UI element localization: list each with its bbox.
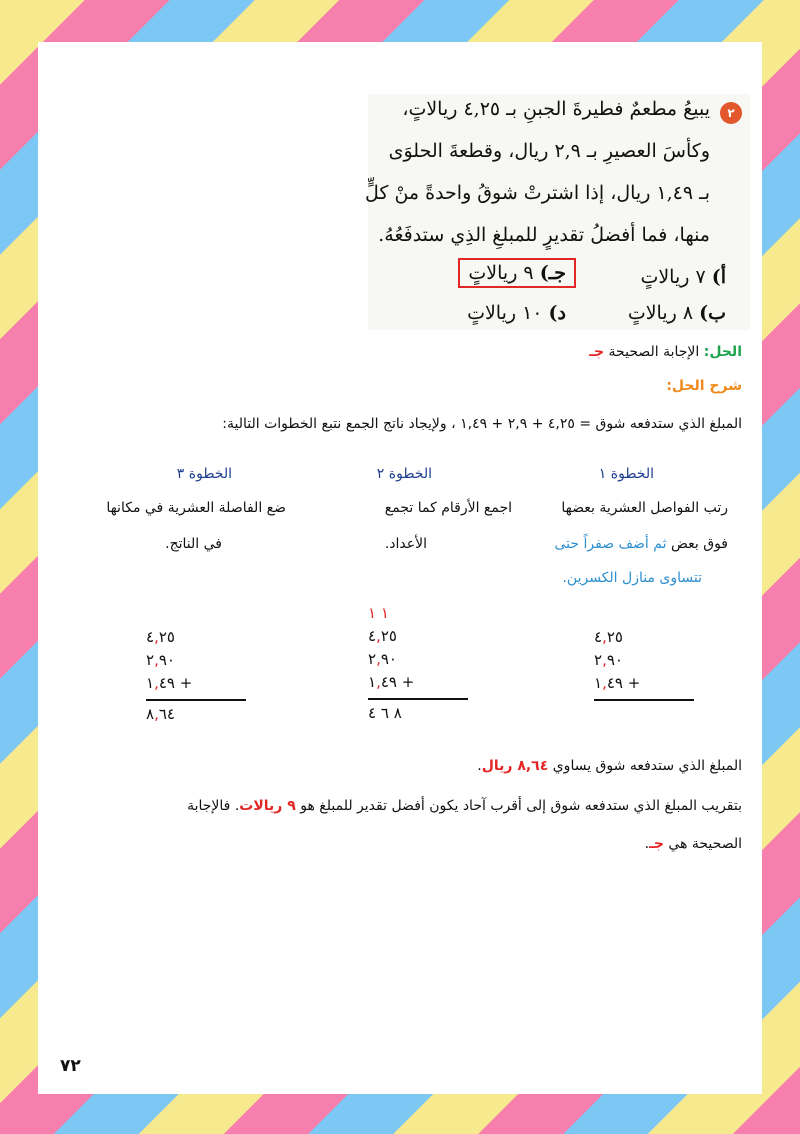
calc-2-rule xyxy=(368,698,468,700)
calc-2-row-2: ٢,٩٠ xyxy=(368,650,397,668)
step-2-line-2: الأعداد. xyxy=(384,536,427,552)
step-1-line-2 xyxy=(555,536,728,552)
calc-1-row-1: ٤,٢٥ xyxy=(594,628,623,646)
question-line-3: بـ ١,٤٩ ريال، إذا اشترتْ شوقُ واحدةً منْ كلٍّ xyxy=(364,182,710,204)
step-1-title: الخطوة ١ xyxy=(598,466,654,482)
step-1-line-2-start: فوق بعض xyxy=(670,536,728,552)
calc-3-row-3: ١,٤٩ + xyxy=(146,674,193,692)
option-b-letter: ب) xyxy=(699,302,726,324)
conclusion-3-text: الصحيحة هي xyxy=(668,836,742,852)
step-1-add-zero: أضف صفراً حتى xyxy=(554,536,649,552)
page-number: ٧٢ xyxy=(60,1056,81,1076)
option-c[interactable] xyxy=(458,262,576,284)
question-line-4: منها، فما أفضلُ تقديرٍ للمبلغِ الذِي ستدفَعُهُ. xyxy=(378,224,710,246)
question-line-2: وكأسَ العصيرِ بـ ٢,٩ ريال، وقطعةَ الحلوَى xyxy=(388,140,710,162)
option-b-text: ٨ ريالاتٍ xyxy=(627,302,694,324)
solution-answer-text: الإجابة الصحيحة xyxy=(608,344,700,360)
calc-2-sum: ٨ ٦ ٤ xyxy=(368,704,402,722)
step-3-line-2: في الناتج. xyxy=(165,536,222,552)
option-a-text: ٧ ريالاتٍ xyxy=(640,266,706,288)
conclusion-1-value: ٨,٦٤ ريال xyxy=(481,758,549,774)
option-c-letter: جـ) xyxy=(539,262,566,284)
option-c-text: ٩ ريالاتٍ xyxy=(468,262,534,284)
conclusion-line-1: المبلغ الذي ستدفعه شوق يساوي ٨,٦٤ ريال. xyxy=(477,758,742,774)
conclusion-line-2 xyxy=(187,798,742,814)
solution-answer-letter: جـ xyxy=(589,344,605,360)
step-3-line-1: ضع الفاصلة العشرية في مكانها xyxy=(106,500,286,516)
option-d-text: ١٠ ريالاتٍ xyxy=(467,302,543,324)
option-d-letter: د) xyxy=(548,302,566,324)
solution-label: الحل: xyxy=(703,344,742,360)
calc-3-row-1: ٤,٢٥ xyxy=(146,628,175,646)
question-number-badge: ٢ xyxy=(720,102,742,124)
equation-line: المبلغ الذي ستدفعه شوق = ٤,٢٥ + ٢,٩ + ١,٤٩ ، ولإيجاد ناتج الجمع نتبع الخطوات التالية: xyxy=(222,416,742,432)
step-3-title: الخطوة ٣ xyxy=(176,466,232,482)
conclusion-2-value: ٩ ريالات xyxy=(239,798,296,814)
calc-3-rule xyxy=(146,699,246,701)
calc-step-3 xyxy=(146,626,246,726)
step-2-line-1: اجمع الأرقام كما تجمع xyxy=(384,500,512,516)
conclusion-2-post: . فالإجابة xyxy=(187,798,240,814)
step-1-then: ثم xyxy=(653,536,667,552)
conclusion-1-text: المبلغ الذي ستدفعه شوق يساوي xyxy=(552,758,742,774)
calc-2-carry: ١ ١ xyxy=(368,604,389,622)
step-1-line-3: تتساوى منازل الكسرين. xyxy=(562,570,702,586)
solution-line xyxy=(589,344,742,360)
conclusion-3-value: جـ xyxy=(649,836,664,852)
option-a-letter: أ) xyxy=(711,266,726,288)
explain-label: شرح الحل: xyxy=(666,378,742,394)
calc-3-sum: ٨,٦٤ xyxy=(146,705,175,723)
calc-2-row-1: ٤,٢٥ xyxy=(368,627,397,645)
calc-1-rule xyxy=(594,699,694,701)
question-line-1: يبيعُ مطعمٌ فطيرةَ الجبنِ بـ ٤,٢٥ ريالاتٍ، xyxy=(402,98,710,120)
option-a[interactable] xyxy=(640,266,726,288)
option-b[interactable] xyxy=(628,302,726,324)
calc-2-row-3: ١,٤٩ + xyxy=(368,673,415,691)
conclusion-2-text: بتقريب المبلغ الذي ستدفعه شوق إلى أقرب آحاد يكون أفضل تقدير للمبلغ هو xyxy=(300,798,742,814)
calc-step-1 xyxy=(594,626,694,703)
option-d[interactable] xyxy=(467,302,566,324)
page xyxy=(38,42,762,1094)
calc-step-2 xyxy=(368,602,468,725)
calc-1-row-3: ١,٤٩ + xyxy=(594,674,641,692)
conclusion-line-3: الصحيحة هي جـ. xyxy=(644,836,742,852)
calc-1-row-2: ٢,٩٠ xyxy=(594,651,623,669)
calc-3-row-2: ٢,٩٠ xyxy=(146,651,175,669)
step-1-line-1: رتب الفواصل العشرية بعضها xyxy=(561,500,728,516)
step-2-title: الخطوة ٢ xyxy=(376,466,432,482)
question-box xyxy=(364,94,750,330)
correct-answer-box xyxy=(458,258,576,288)
